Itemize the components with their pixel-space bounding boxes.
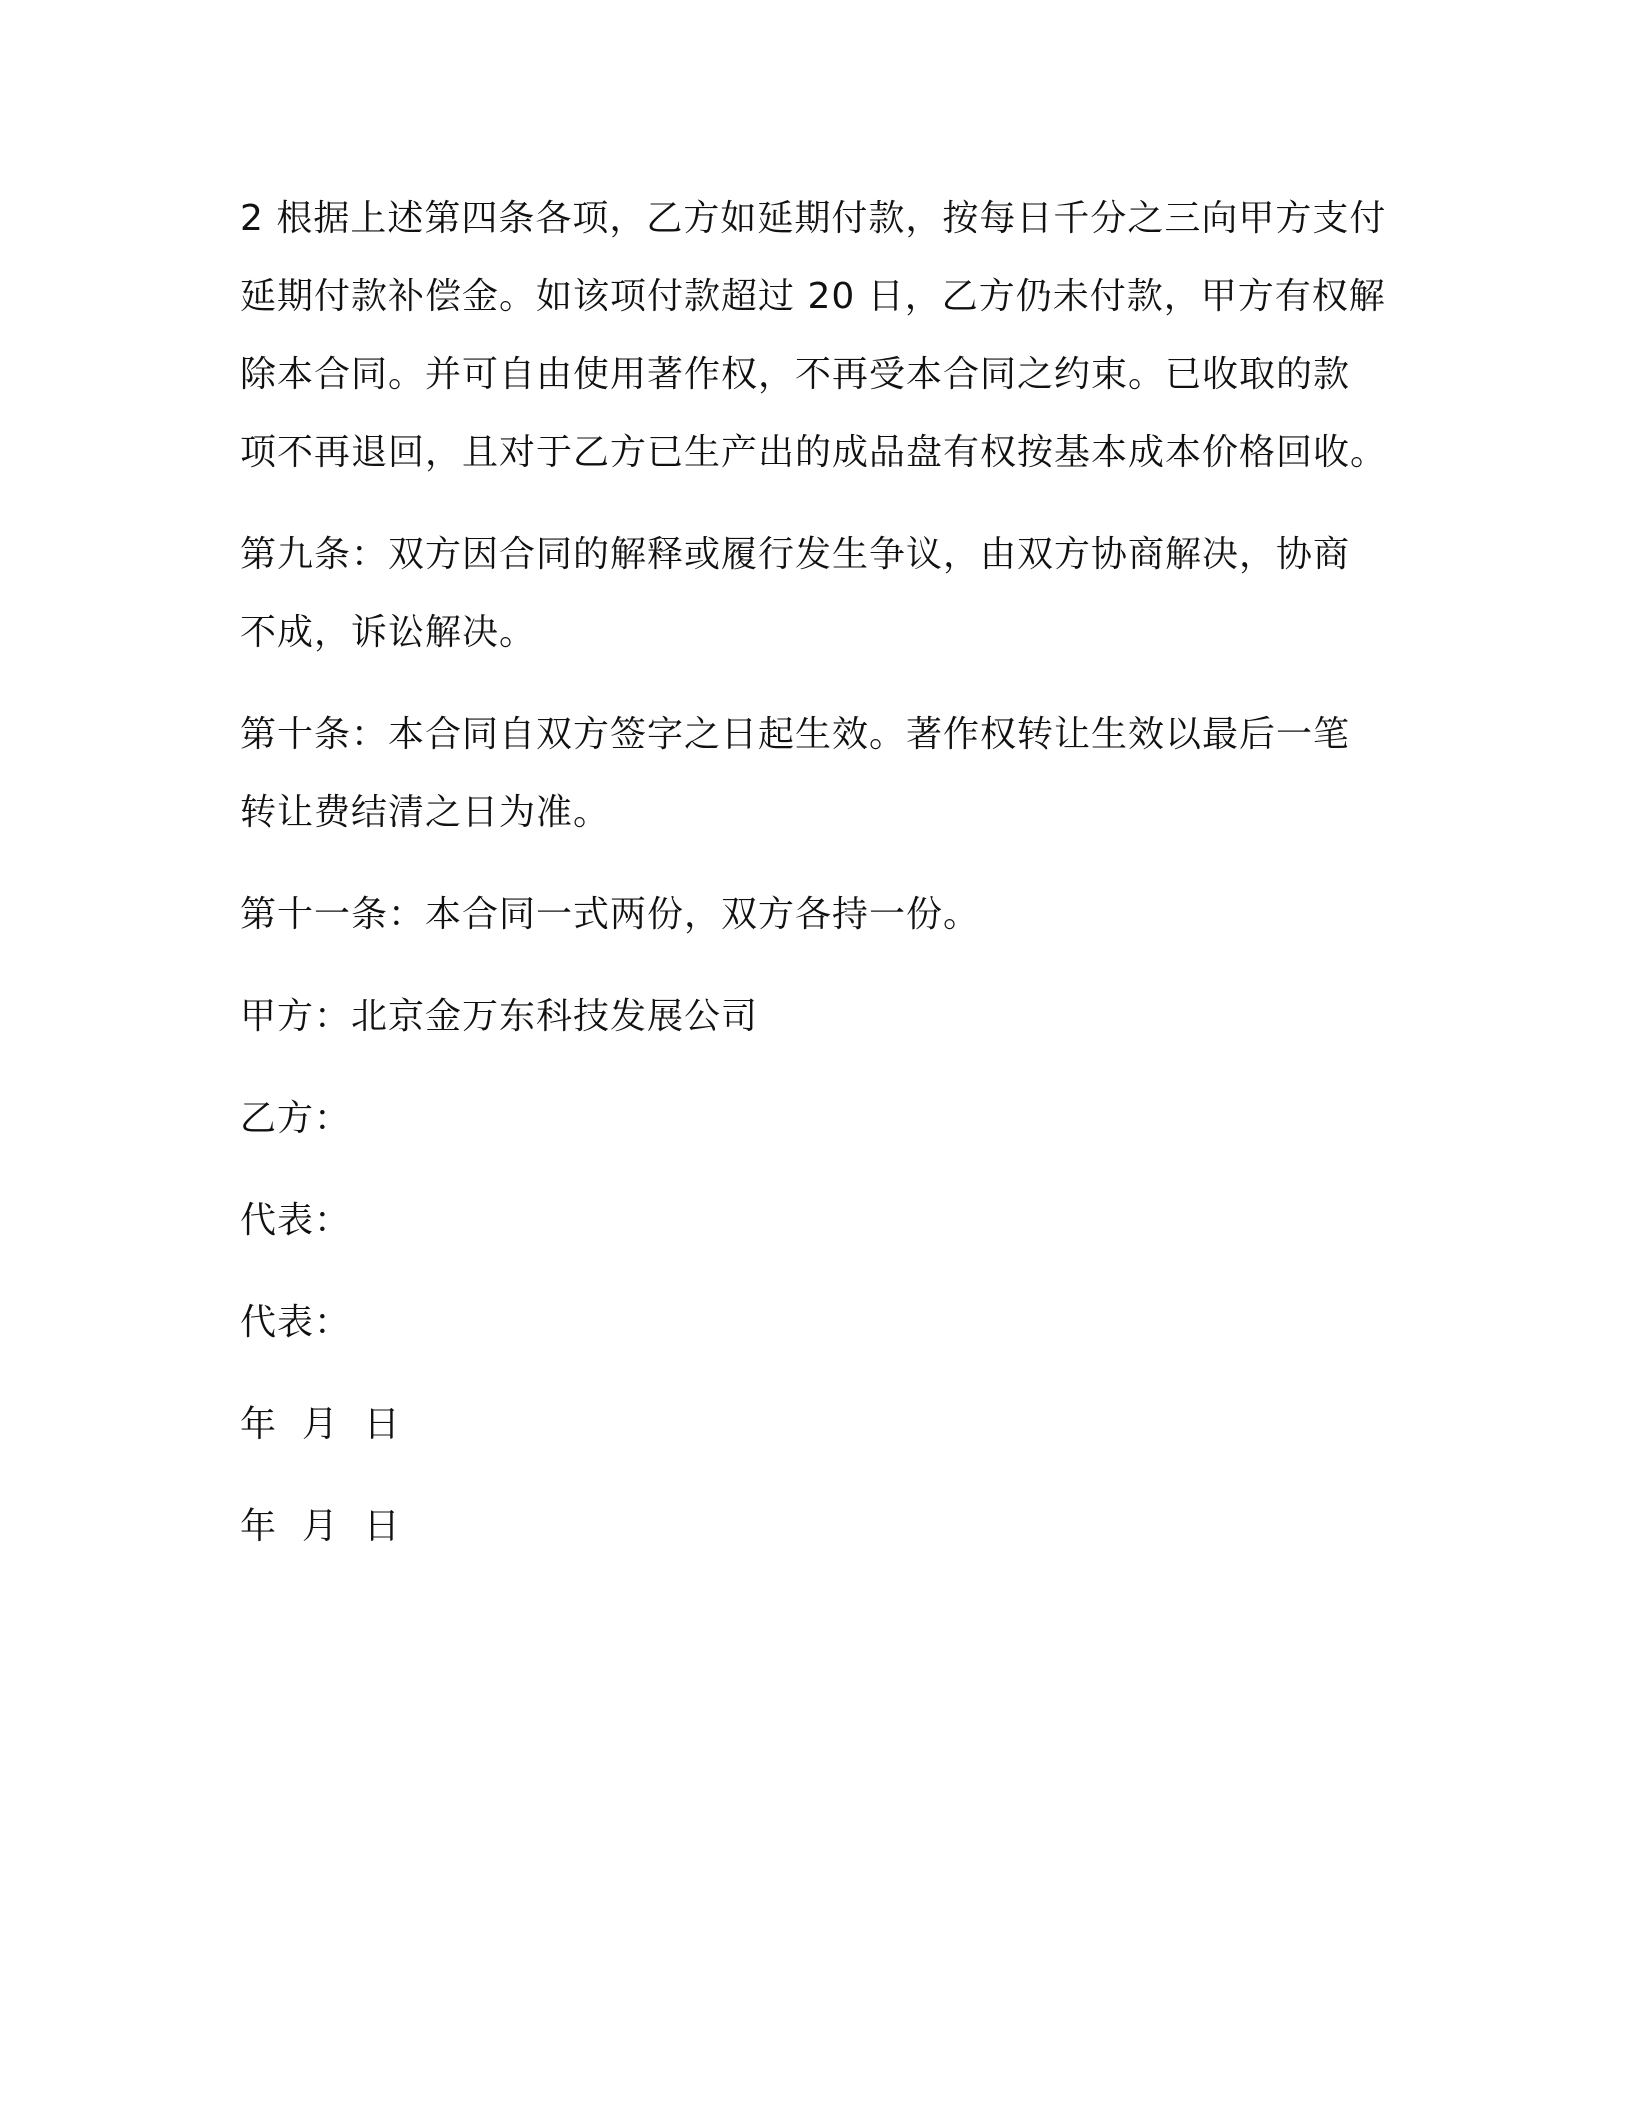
clause-8-item-2-line: 除本合同。并可自由使用著作权，不再受本合同之约束。已收取的款: [240, 354, 1351, 395]
party-a-signature: 甲方：北京金万东科技发展公司: [240, 996, 759, 1037]
clause-8-item-2-line: 项不再退回，且对于乙方已生产出的成品盘有权按基本成本价格回收。: [240, 432, 1388, 473]
representative-b: 代表：: [240, 1302, 352, 1343]
clause-11: 第十一条：本合同一式两份，双方各持一份。: [240, 894, 981, 935]
clause-8-item-2: [240, 180, 1420, 492]
clause-9-line: 第九条：双方因合同的解释或履行发生争议，由双方协商解决，协商: [240, 534, 1351, 575]
clause-9-line: 不成，诉讼解决。: [240, 612, 537, 653]
clause-9: [240, 516, 1420, 672]
clause-8-item-2-line: 延期付款补偿金。如该项付款超过 20 日，乙方仍未付款，甲方有权解: [240, 276, 1386, 317]
clause-10-line: 第十条：本合同自双方签字之日起生效。著作权转让生效以最后一笔: [240, 714, 1351, 755]
document-page: [240, 180, 1420, 1590]
date-a: 年 月 日: [240, 1404, 401, 1445]
clause-10-line: 转让费结清之日为准。: [240, 792, 611, 833]
date-b: 年 月 日: [240, 1506, 401, 1547]
clause-8-item-2-line: 2 根据上述第四条各项，乙方如延期付款，按每日千分之三向甲方支付: [240, 198, 1387, 239]
party-b-signature: 乙方：: [240, 1098, 352, 1139]
clause-10: [240, 696, 1420, 852]
representative-a: 代表：: [240, 1200, 352, 1241]
